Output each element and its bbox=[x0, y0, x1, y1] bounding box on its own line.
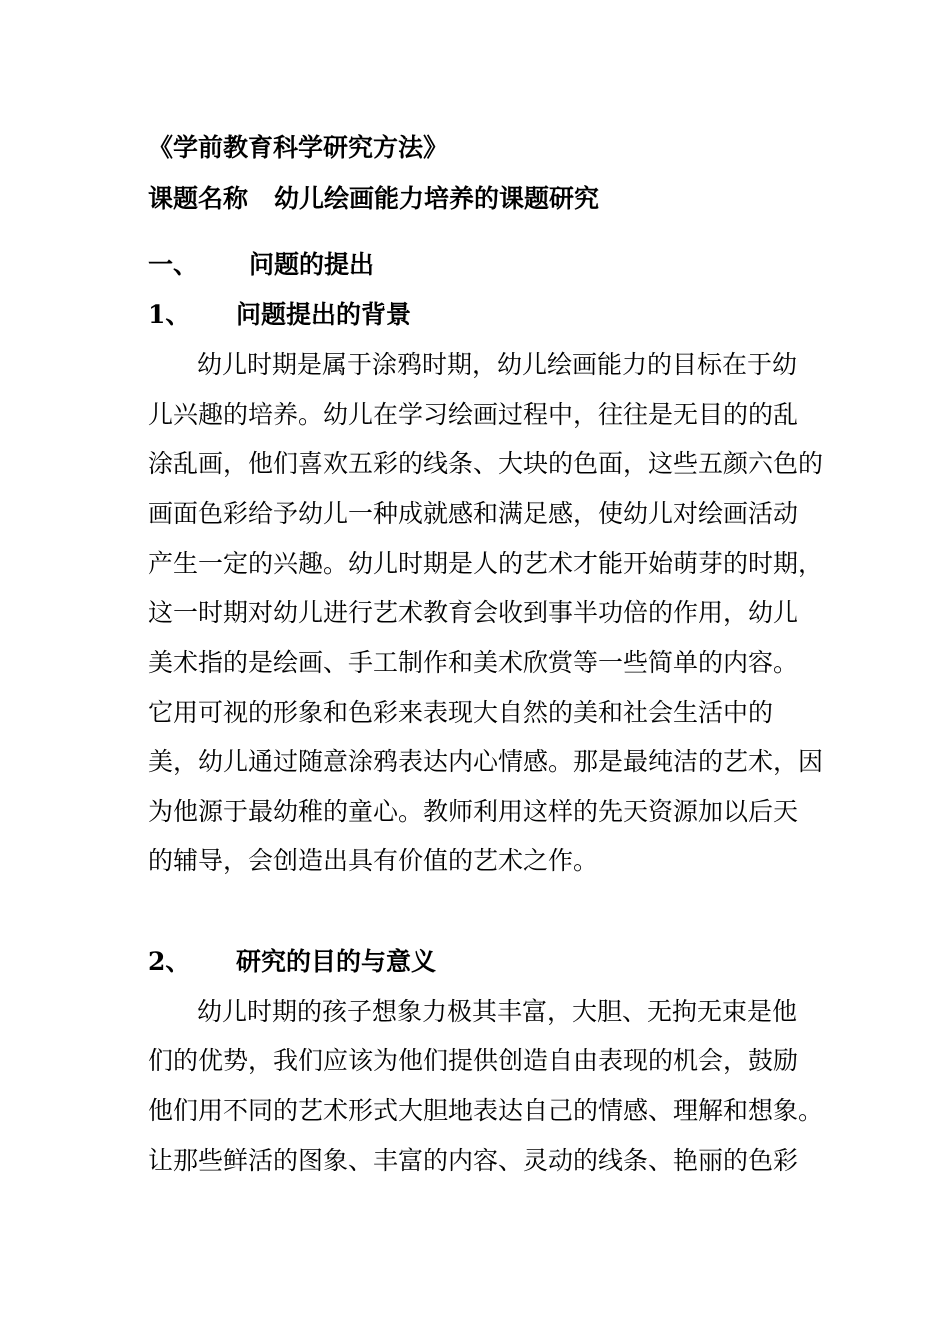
subsection-1-number: 1、 bbox=[148, 300, 191, 329]
subsection-1-title: 问题提出的背景 bbox=[236, 300, 412, 329]
section-1-heading bbox=[148, 250, 374, 280]
subsection-2-heading bbox=[148, 947, 436, 977]
paragraph-1-line: 它用可视的形象和色彩来表现大自然的美和社会生活中的 bbox=[148, 698, 774, 727]
topic-name: 幼儿绘画能力培养的课题研究 bbox=[274, 184, 600, 213]
paragraph-1-line: 为他源于最幼稚的童心。教师利用这样的先天资源加以后天 bbox=[148, 797, 799, 826]
paragraph-1-line: 这一时期对幼儿进行艺术教育会收到事半功倍的作用，幼儿 bbox=[148, 598, 799, 627]
section-1-number: 一、 bbox=[148, 250, 199, 279]
topic-label: 课题名称 bbox=[148, 184, 249, 213]
paragraph-1-line: 产生一定的兴趣。幼儿时期是人的艺术才能开始萌芽的时期， bbox=[148, 549, 824, 578]
subsection-1-heading bbox=[148, 300, 411, 330]
paragraph-2-line: 幼儿时期的孩子想象力极其丰富，大胆、无拘无束是他 bbox=[197, 997, 798, 1026]
paragraph-1-line: 儿兴趣的培养。幼儿在学习绘画过程中，往往是无目的的乱 bbox=[148, 400, 799, 429]
paragraph-1-line: 美，幼儿通过随意涂鸦表达内心情感。那是最纯洁的艺术，因 bbox=[148, 747, 824, 776]
paragraph-2-line: 让那些鲜活的图象、丰富的内容、灵动的线条、艳丽的色彩 bbox=[148, 1146, 799, 1175]
section-1-title: 问题的提出 bbox=[249, 250, 375, 279]
paragraph-2-line: 他们用不同的艺术形式大胆地表达自己的情感、理解和想象。 bbox=[148, 1096, 824, 1125]
paragraph-1-line: 涂乱画，他们喜欢五彩的线条、大块的色面，这些五颜六色的 bbox=[148, 449, 824, 478]
paragraph-1-line: 幼儿时期是属于涂鸦时期，幼儿绘画能力的目标在于幼 bbox=[197, 350, 798, 379]
paragraph-1-line: 的辅导，会创造出具有价值的艺术之作。 bbox=[148, 846, 599, 875]
paragraph-1-line: 美术指的是绘画、手工制作和美术欣赏等一些简单的内容。 bbox=[148, 648, 799, 677]
paragraph-2-line: 们的优势，我们应该为他们提供创造自由表现的机会，鼓励 bbox=[148, 1046, 799, 1075]
subsection-2-number: 2、 bbox=[148, 947, 191, 976]
subsection-2-title: 研究的目的与意义 bbox=[236, 947, 437, 976]
paragraph-1-line: 画面色彩给予幼儿一种成就感和满足感，使幼儿对绘画活动 bbox=[148, 499, 799, 528]
book-title: 《学前教育科学研究方法》 bbox=[148, 133, 449, 162]
topic-line bbox=[148, 184, 599, 214]
